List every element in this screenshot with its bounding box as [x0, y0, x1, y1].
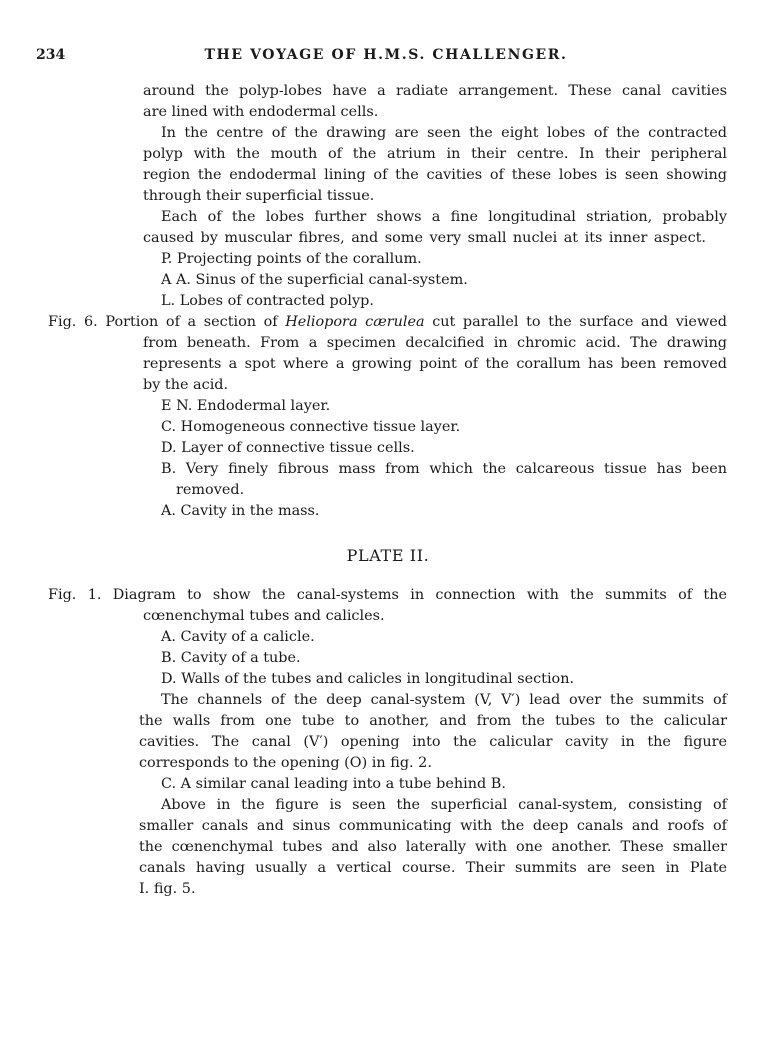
caption-start: Fig. 6. Portion of a section of: [48, 314, 286, 330]
caption-end: cut parallel to the surface and viewed: [424, 314, 727, 330]
legend-item: A. Cavity in the mass.: [161, 503, 320, 519]
text-line: represents a spot where a growing point of the corallum has been removed: [143, 356, 727, 372]
text-line: around the polyp-lobes have a radiate arrangement. These canal cavities: [143, 83, 727, 99]
legend-item: A. Cavity of a calicle.: [161, 629, 315, 645]
text-line: corresponds to the opening (O) in fig. 2.: [139, 755, 432, 771]
text-line: by the acid.: [143, 377, 229, 393]
text-line: the walls from one tube to another, and from the tubes to the calicular: [139, 713, 727, 729]
text-line: cavities. The canal (V′) opening into the calicular cavity in the figure: [139, 734, 727, 750]
text-line: polyp with the mouth of the atrium in their centre. In their peripheral: [143, 146, 727, 162]
text-line: the cœnenchymal tubes and also laterally with one another. These smaller: [139, 839, 727, 855]
legend-item: E N. Endodermal layer.: [161, 398, 331, 414]
legend-item: C. A similar canal leading into a tube behind B.: [161, 776, 506, 792]
text-line: region the endodermal lining of the cavities of these lobes is seen showing: [143, 167, 727, 183]
legend-item: B. Very finely fibrous mass from which the calcareous tissue has been: [161, 461, 727, 477]
text-line: Each of the lobes further shows a fine longitudinal striation, probably: [161, 209, 727, 225]
plate-heading: PLATE II.: [346, 546, 430, 565]
text-line: smaller canals and sinus communicating with the deep canals and roofs of: [139, 818, 727, 834]
text-line: Above in the figure is seen the superficial canal-system, consisting of: [161, 797, 727, 813]
running-header: [36, 47, 736, 67]
legend-item: D. Layer of connective tissue cells.: [161, 440, 415, 456]
page-number: 234: [36, 47, 66, 63]
legend-item: A A. Sinus of the superficial canal-system.: [161, 272, 468, 288]
text-line: In the centre of the drawing are seen the eight lobes of the contracted: [161, 125, 727, 141]
legend-item: P. Projecting points of the corallum.: [161, 251, 422, 267]
legend-item: L. Lobes of contracted polyp.: [161, 293, 374, 309]
text-line: removed.: [176, 482, 245, 498]
text-line: canals having usually a vertical course. Their summits are seen in Plate: [139, 860, 727, 876]
running-title: THE VOYAGE OF H.M.S. CHALLENGER.: [204, 47, 568, 63]
legend-item: C. Homogeneous connective tissue layer.: [161, 419, 461, 435]
text-line: are lined with endodermal cells.: [143, 104, 379, 120]
figure-caption-line: Fig. 1. Diagram to show the canal-systems in connection with the summits of the: [48, 587, 727, 603]
figure-caption-line: [48, 312, 727, 333]
text-line: caused by muscular fibres, and some very small nuclei at its inner aspect.: [143, 230, 706, 246]
species-name: Heliopora cærulea: [285, 314, 425, 330]
text-line: The channels of the deep canal-system (V, V′) lead over the summits of: [161, 692, 727, 708]
legend-item: B. Cavity of a tube.: [161, 650, 301, 666]
text-line: I. fig. 5.: [139, 881, 196, 897]
text-line: cœnenchymal tubes and calicles.: [143, 608, 385, 624]
legend-item: D. Walls of the tubes and calicles in longitudinal section.: [161, 671, 575, 687]
text-line: through their superficial tissue.: [143, 188, 375, 204]
text-line: from beneath. From a specimen decalcified in chromic acid. The drawing: [143, 335, 727, 351]
